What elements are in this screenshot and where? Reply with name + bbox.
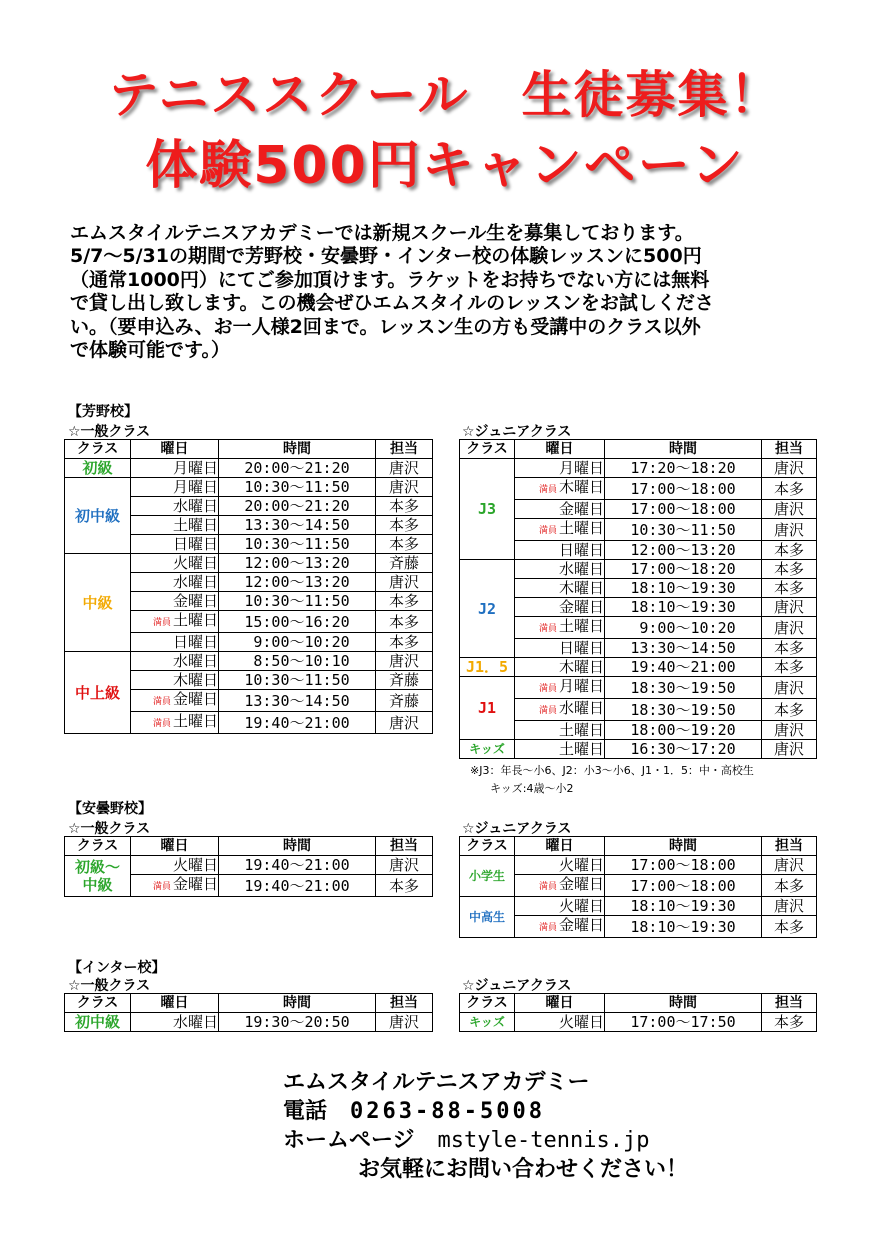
lesson-day: 金曜日 [131,592,219,611]
lesson-time: 19:40～21:00 [605,658,762,677]
closing-message: お気軽にお問い合わせください！ [358,1157,689,1182]
full-badge: 満員 [152,618,171,628]
header-class: クラス [65,440,131,459]
academy-name: エムスタイルテニスアカデミー [283,1070,590,1095]
table-header-row [460,440,817,459]
lesson-time: 13:30～14:50 [219,690,376,712]
lesson-time: 10:30～11:50 [219,592,376,611]
lesson-time: 17:00～18:00 [605,856,762,875]
lesson-day: 満員 土曜日 [515,617,605,639]
header-day: 曜日 [515,994,605,1013]
lesson-day: 木曜日 [515,658,605,677]
header-teacher: 担当 [762,837,817,856]
lesson-teacher: 斉藤 [376,690,433,712]
table-header-row [65,994,433,1013]
lesson-teacher: 唐沢 [762,856,817,875]
lesson-teacher: 本多 [376,611,433,633]
lesson-time: 19:40～21:00 [219,856,376,875]
lesson-day: 火曜日 [515,1013,605,1032]
header-time: 時間 [219,837,376,856]
lesson-teacher: 唐沢 [762,677,817,699]
phone-number[interactable]: 0263-88-5008 [350,1099,545,1124]
table-row [460,677,817,699]
table-row [460,897,817,916]
class-level: 初中級 [65,478,131,554]
lesson-teacher: 唐沢 [762,721,817,740]
lesson-teacher: 本多 [762,560,817,579]
full-badge: 満員 [538,526,557,536]
lesson-day: 日曜日 [515,639,605,658]
intro-line: で貸し出し致します。この機会ぜひエムスタイルのレッスンをお試しくださ [70,292,714,315]
header-day: 曜日 [515,440,605,459]
header-time: 時間 [605,440,762,459]
lesson-teacher: 唐沢 [762,897,817,916]
yoshino-general-heading: ☆一般クラス [68,424,151,440]
lesson-day: 木曜日 [515,579,605,598]
azumino-junior-heading: ☆ジュニアクラス [462,821,572,837]
lesson-day: 日曜日 [515,541,605,560]
lesson-time: 18:10～19:30 [605,579,762,598]
intro-line: エムスタイルテニスアカデミーでは新規スクール生を募集しております。 [70,222,694,244]
lesson-teacher: 唐沢 [762,617,817,639]
class-level: 初級 [65,459,131,478]
lesson-time: 20:00～21:20 [219,459,376,478]
full-badge: 満員 [538,923,557,933]
lesson-day: 月曜日 [131,459,219,478]
lesson-time: 18:00～19:20 [605,721,762,740]
full-badge: 満員 [538,706,557,716]
header-class: クラス [65,837,131,856]
section-yoshino: 【芳野校】 [68,404,138,420]
lesson-time: 19:40～21:00 [219,712,376,734]
lesson-teacher: 本多 [762,658,817,677]
header-time: 時間 [605,837,762,856]
class-level: J2 [460,560,515,658]
lesson-time: 20:00～21:20 [219,497,376,516]
class-level: 小学生 [460,856,515,897]
inter-junior-heading: ☆ジュニアクラス [462,978,572,994]
lesson-day: 日曜日 [131,535,219,554]
table-row [65,1013,433,1032]
lesson-day: 火曜日 [515,897,605,916]
lesson-day: 満員 水曜日 [515,699,605,721]
full-badge: 満員 [538,882,557,892]
intro-line: （通常1000円）にてご参加頂けます。ラケットをお持ちでない方には無料 [70,268,710,291]
lesson-teacher: 本多 [762,699,817,721]
lesson-time: 9:00～10:20 [219,633,376,652]
lesson-day: 金曜日 [515,500,605,519]
header-class: クラス [65,994,131,1013]
lesson-time: 17:20～18:20 [605,459,762,478]
lesson-time: 10:30～11:50 [219,478,376,497]
header-class: クラス [460,440,515,459]
lesson-time: 19:40～21:00 [219,875,376,897]
lesson-teacher: 唐沢 [762,519,817,541]
table-header-row [65,837,433,856]
lesson-time: 17:00～18:00 [605,478,762,500]
inter-general-table [64,993,433,1032]
website-link[interactable]: mstyle-tennis.jp [437,1128,650,1153]
table-row [460,658,817,677]
header-teacher: 担当 [376,837,433,856]
class-level: 中上級 [65,652,131,734]
table-header-row [460,837,817,856]
lesson-time: 18:10～19:30 [605,897,762,916]
lesson-time: 12:00～13:20 [219,573,376,592]
lesson-teacher: 唐沢 [376,856,433,875]
lesson-day: 満員 土曜日 [515,519,605,541]
lesson-day: 火曜日 [131,554,219,573]
table-row [65,459,433,478]
title-line-2: 体験500円キャンペーン [145,136,745,196]
full-badge: 満員 [538,684,557,694]
intro-line: い。（要申込み、お一人様2回まで。レッスン生の方も受講中のクラス以外 [70,315,701,338]
header-time: 時間 [219,994,376,1013]
class-level: キッズ [460,740,515,759]
lesson-day: 木曜日 [131,671,219,690]
lesson-teacher: 唐沢 [762,740,817,759]
lesson-teacher: 本多 [376,497,433,516]
header-day: 曜日 [131,440,219,459]
lesson-day: 日曜日 [131,633,219,652]
lesson-time: 15:00～16:20 [219,611,376,633]
lesson-day: 土曜日 [515,721,605,740]
lesson-teacher: 本多 [762,1013,817,1032]
lesson-teacher: 唐沢 [376,1013,433,1032]
class-level: J1 [460,677,515,740]
header-class: クラス [460,837,515,856]
intro-line: で体験可能です。） [70,339,230,362]
header-time: 時間 [219,440,376,459]
lesson-day: 水曜日 [131,497,219,516]
inter-general-heading: ☆一般クラス [68,978,151,994]
lesson-time: 18:30～19:50 [605,699,762,721]
web-label: ホームページ [283,1128,415,1153]
class-level: 初中級 [65,1013,131,1032]
class-level: 初級～ 中級 [65,856,131,897]
yoshino-junior-table [459,439,817,759]
full-badge: 満員 [152,882,171,892]
lesson-time: 8:50～10:10 [219,652,376,671]
intro-line: 5/7～5/31の期間で芳野校・安曇野・インター校の体験レッスンに500円 [70,245,702,268]
header-day: 曜日 [515,837,605,856]
junior-note-1: ※J3：年長～小6、J2：小3～小6、J1・1．5：中・高校生 [470,764,754,777]
lesson-day: 満員 金曜日 [515,875,605,897]
full-badge: 満員 [152,697,171,707]
header-teacher: 担当 [376,440,433,459]
web-line [283,1126,688,1155]
lesson-time: 18:10～19:30 [605,916,762,938]
lesson-day: 満員 金曜日 [515,916,605,938]
lesson-teacher: 斉藤 [376,671,433,690]
lesson-day: 水曜日 [131,573,219,592]
lesson-teacher: 本多 [762,541,817,560]
header-day: 曜日 [131,994,219,1013]
lesson-teacher: 本多 [762,579,817,598]
lesson-time: 16:30～17:20 [605,740,762,759]
lesson-day: 満員 金曜日 [131,690,219,712]
full-badge: 満員 [538,624,557,634]
full-badge: 満員 [538,485,557,495]
full-badge: 満員 [152,719,171,729]
lesson-time: 12:00～13:20 [605,541,762,560]
lesson-teacher: 本多 [376,592,433,611]
lesson-time: 18:10～19:30 [605,598,762,617]
phone-line [283,1097,688,1126]
class-level: J3 [460,459,515,560]
table-header-row [65,440,433,459]
header-teacher: 担当 [762,994,817,1013]
table-header-row [460,994,817,1013]
lesson-time: 13:30～14:50 [605,639,762,658]
class-level: 中高生 [460,897,515,938]
table-row [65,652,433,671]
header-day: 曜日 [131,837,219,856]
lesson-teacher: 唐沢 [376,712,433,734]
lesson-time: 10:30～11:50 [605,519,762,541]
lesson-teacher: 唐沢 [762,459,817,478]
header-teacher: 担当 [376,994,433,1013]
lesson-time: 18:30～19:50 [605,677,762,699]
lesson-day: 水曜日 [131,652,219,671]
azumino-general-table [64,836,433,897]
lesson-time: 17:00～18:00 [605,500,762,519]
header-class: クラス [460,994,515,1013]
table-row [460,740,817,759]
lesson-teacher: 唐沢 [376,478,433,497]
junior-note-2: キッズ:4歳～小2 [490,782,574,795]
contact-block [283,1068,688,1184]
lesson-teacher: 本多 [376,535,433,554]
lesson-day: 土曜日 [515,740,605,759]
lesson-teacher: 唐沢 [376,652,433,671]
lesson-teacher: 本多 [762,916,817,938]
yoshino-general-table [64,439,433,734]
lesson-teacher: 斉藤 [376,554,433,573]
header-time: 時間 [605,994,762,1013]
lesson-day: 火曜日 [131,856,219,875]
azumino-junior-table [459,836,817,938]
lesson-day: 月曜日 [131,478,219,497]
inter-junior-table [459,993,817,1032]
phone-label: 電話 [283,1099,328,1124]
header-teacher: 担当 [762,440,817,459]
lesson-teacher: 唐沢 [762,598,817,617]
section-inter: 【インター校】 [68,960,166,976]
lesson-day: 水曜日 [131,1013,219,1032]
class-level: 中級 [65,554,131,652]
lesson-day: 満員 月曜日 [515,677,605,699]
table-row [65,478,433,497]
lesson-teacher: 本多 [376,875,433,897]
lesson-day: 金曜日 [515,598,605,617]
lesson-time: 19:30～20:50 [219,1013,376,1032]
lesson-day: 満員 土曜日 [131,611,219,633]
section-azumino: 【安曇野校】 [68,801,152,817]
lesson-teacher: 本多 [376,633,433,652]
lesson-time: 9:00～10:20 [605,617,762,639]
class-level: キッズ [460,1013,515,1032]
lesson-time: 12:00～13:20 [219,554,376,573]
lesson-time: 10:30～11:50 [219,671,376,690]
lesson-day: 土曜日 [131,516,219,535]
lesson-teacher: 唐沢 [762,500,817,519]
lesson-time: 13:30～14:50 [219,516,376,535]
lesson-time: 17:00～18:00 [605,875,762,897]
lesson-day: 水曜日 [515,560,605,579]
lesson-day: 月曜日 [515,459,605,478]
table-row [460,1013,817,1032]
table-row [65,554,433,573]
title-line-1: テニススクール 生徒募集！ [108,66,782,124]
lesson-time: 17:00～18:20 [605,560,762,579]
lesson-day: 火曜日 [515,856,605,875]
lesson-teacher: 唐沢 [376,573,433,592]
lesson-day: 満員 木曜日 [515,478,605,500]
table-row [65,856,433,875]
lesson-teacher: 本多 [762,478,817,500]
azumino-general-heading: ☆一般クラス [68,821,151,837]
table-row [460,856,817,875]
lesson-teacher: 本多 [762,875,817,897]
lesson-time: 17:00～17:50 [605,1013,762,1032]
intro-text [70,222,830,362]
lesson-teacher: 本多 [376,516,433,535]
lesson-teacher: 唐沢 [376,459,433,478]
lesson-day: 満員 土曜日 [131,712,219,734]
lesson-teacher: 本多 [762,639,817,658]
yoshino-junior-heading: ☆ジュニアクラス [462,424,572,440]
lesson-time: 10:30～11:50 [219,535,376,554]
class-level: J1．5 [460,658,515,677]
lesson-day: 満員 金曜日 [131,875,219,897]
table-row [460,560,817,579]
table-row [460,459,817,478]
